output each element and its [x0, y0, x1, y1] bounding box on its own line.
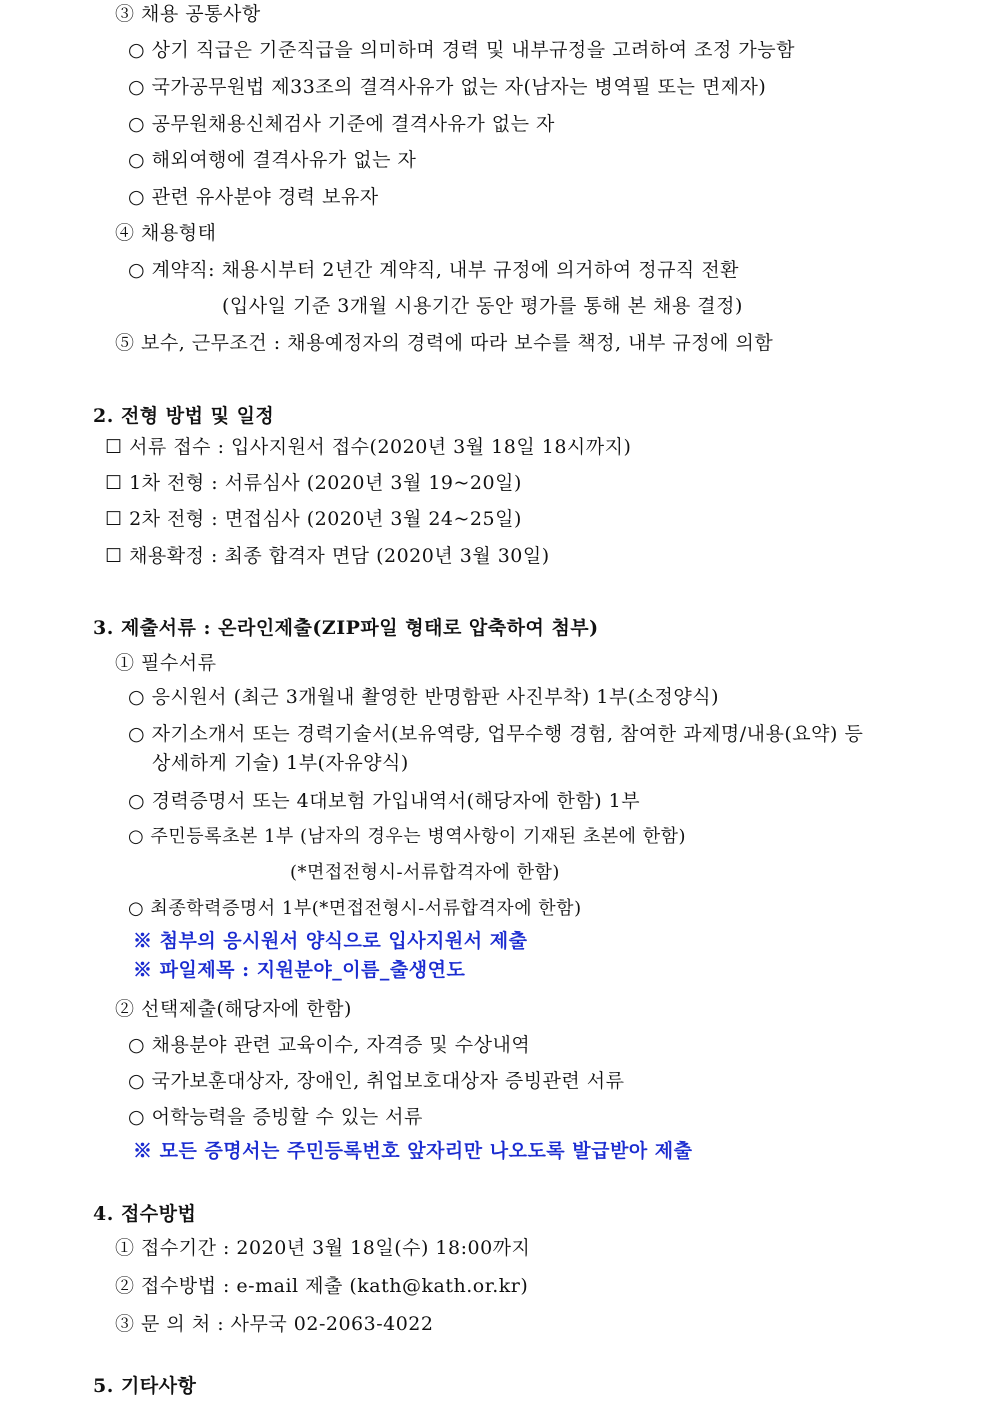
list-item: ② 접수방법 : e-mail 제출 (kath@kath.or.kr) — [115, 1275, 529, 1297]
list-item: ○ 채용분야 관련 교육이수, 자격증 및 수상내역 — [128, 1034, 531, 1056]
list-item: ○ 계약직: 채용시부터 2년간 계약직, 내부 규정에 의거하여 정규직 전환 — [128, 259, 740, 281]
list-item: ○ 공무원채용신체검사 기준에 결격사유가 없는 자 — [128, 113, 555, 135]
section-title: 2. 전형 방법 및 일정 — [93, 405, 275, 427]
checkbox-item: ☐ 2차 전형 : 면접심사 (2020년 3월 24~25일) — [105, 508, 522, 530]
notice: ※ 모든 증명서는 주민등록번호 앞자리만 나오도록 발급받아 제출 — [133, 1140, 693, 1162]
list-item: ○ 최종학력증명서 1부(*면접전형시-서류합격자에 한함) — [128, 898, 582, 919]
list-item: ○ 경력증명서 또는 4대보험 가입내역서(해당자에 한함) 1부 — [128, 790, 641, 812]
checkbox-item: ☐ 1차 전형 : 서류심사 (2020년 3월 19~20일) — [105, 472, 522, 494]
list-item: ③ 문 의 처 : 사무국 02-2063-4022 — [115, 1313, 434, 1335]
required-docs-title: ① 필수서류 — [115, 652, 217, 674]
checkbox-item: ☐ 채용확정 : 최종 합격자 면담 (2020년 3월 30일) — [105, 545, 550, 567]
section-title: 5. 기타사항 — [93, 1375, 197, 1397]
list-item: ○ 어학능력을 증빙할 수 있는 서류 — [128, 1106, 423, 1128]
list-item: ○ 국가보훈대상자, 장애인, 취업보호대상자 증빙관련 서류 — [128, 1070, 625, 1092]
list-item-continued: 상세하게 기술) 1부(자유양식) — [152, 752, 409, 774]
checkbox-item: ☐ 서류 접수 : 입사지원서 접수(2020년 3월 18일 18시까지) — [105, 436, 632, 458]
list-item: ○ 상기 직급은 기준직급을 의미하며 경력 및 내부규정을 고려하여 조정 가능함 — [128, 39, 795, 61]
list-item: ○ 주민등록초본 1부 (남자의 경우는 병역사항이 기재된 초본에 한함) — [128, 826, 687, 847]
item-5: ⑤ 보수, 근무조건 : 채용예정자의 경력에 따라 보수를 책정, 내부 규정에 의함 — [115, 332, 774, 354]
notice: ※ 첨부의 응시원서 양식으로 입사지원서 제출 — [133, 930, 528, 952]
optional-docs-title: ② 선택제출(해당자에 한함) — [115, 998, 352, 1020]
section-title: 4. 접수방법 — [93, 1203, 197, 1225]
list-item: ① 접수기간 : 2020년 3월 18일(수) 18:00까지 — [115, 1237, 531, 1259]
item-4-title: ④ 채용형태 — [115, 222, 217, 244]
list-item: ○ 자기소개서 또는 경력기술서(보유역량, 업무수행 경험, 참여한 과제명/내용(요약) 등 — [128, 723, 864, 745]
section-title: 3. 제출서류 : 온라인제출(ZIP파일 형태로 압축하여 첨부) — [93, 617, 599, 639]
item-3-title: ③ 채용 공통사항 — [115, 3, 261, 25]
list-item-note: (입사일 기준 3개월 시용기간 동안 평가를 통해 본 채용 결정) — [222, 295, 743, 317]
list-item: ○ 응시원서 (최근 3개월내 촬영한 반명함판 사진부착) 1부(소정양식) — [128, 686, 720, 708]
list-item: ○ 해외여행에 결격사유가 없는 자 — [128, 149, 417, 171]
list-item: ○ 국가공무원법 제33조의 결격사유가 없는 자(남자는 병역필 또는 면제자) — [128, 76, 767, 98]
notice: ※ 파일제목 : 지원분야_이름_출생연도 — [133, 959, 466, 981]
list-item: ○ 관련 유사분야 경력 보유자 — [128, 186, 379, 208]
list-item-note: (*면접전형시-서류합격자에 한함) — [290, 862, 560, 883]
